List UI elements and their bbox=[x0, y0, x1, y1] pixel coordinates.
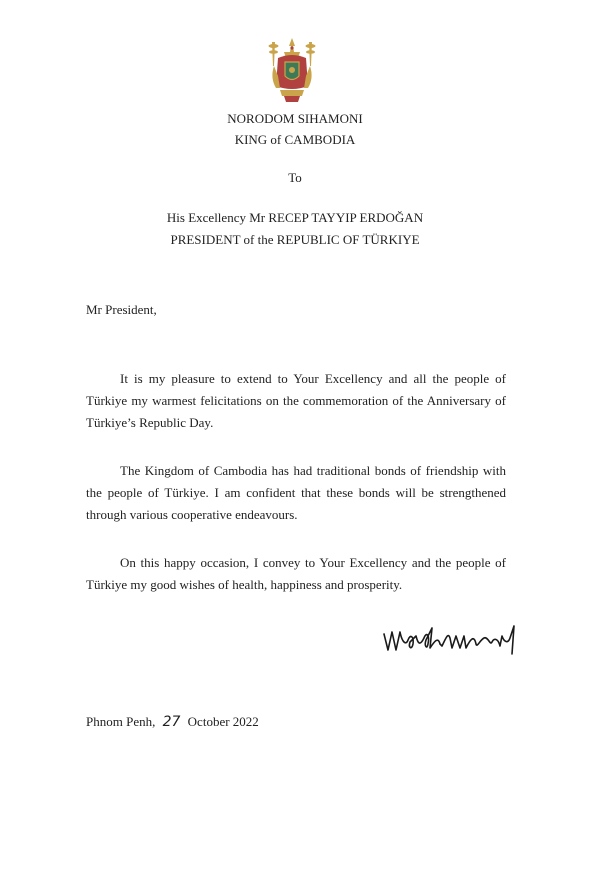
to-label: To bbox=[288, 170, 302, 185]
body-paragraph-2: The Kingdom of Cambodia has had traditional bonds of friendship with the people of Türkiye. I am confident that these bonds will be strengthened through various cooperative endeavours. bbox=[86, 463, 506, 522]
handwritten-signature bbox=[380, 620, 530, 660]
addressee-block bbox=[0, 207, 590, 251]
body-paragraph-1: It is my pleasure to extend to Your Excellency and all the people of Türkiye my warmest felicitations on the commemoration of the Anniversary of Türkiye’s Republic Day. bbox=[86, 371, 506, 430]
closing-day-handwritten: 27 bbox=[162, 714, 181, 730]
royal-coat-of-arms-icon bbox=[264, 36, 320, 106]
letterhead-sender bbox=[0, 108, 590, 150]
date-line bbox=[86, 714, 259, 730]
closing-place: Phnom Penh, bbox=[86, 714, 156, 729]
body-paragraph-3: On this happy occasion, I convey to Your Excellency and the people of Türkiye my good wishes of health, happiness and prosperity. bbox=[86, 555, 506, 592]
addressee-line1: His Excellency Mr RECEP TAYYIP ERDOĞAN bbox=[166, 210, 424, 225]
salutation: Mr President, bbox=[86, 302, 157, 317]
closing-month-year: October 2022 bbox=[187, 714, 259, 729]
sender-name: NORODOM SIHAMONI bbox=[227, 111, 363, 126]
sender-title: KING of CAMBODIA bbox=[234, 132, 356, 147]
addressee-line2: PRESIDENT of the REPUBLIC OF TÜRKIYE bbox=[170, 232, 420, 247]
